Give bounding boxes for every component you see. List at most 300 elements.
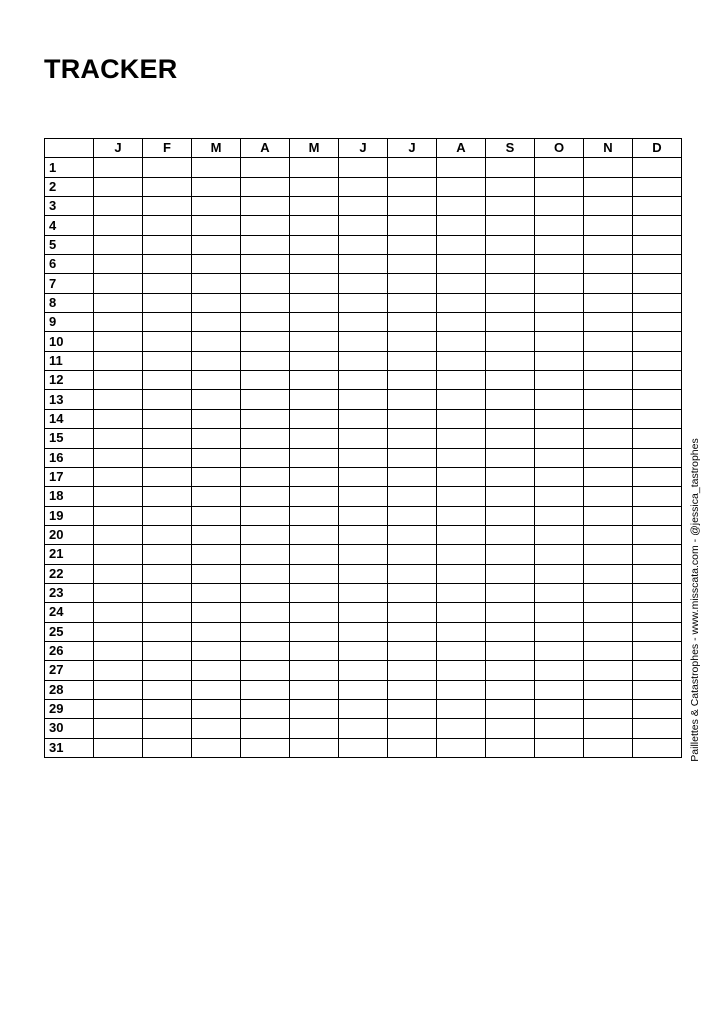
tracker-cell[interactable] xyxy=(339,158,388,177)
tracker-cell[interactable] xyxy=(241,409,290,428)
tracker-cell[interactable] xyxy=(388,564,437,583)
tracker-cell[interactable] xyxy=(535,313,584,332)
tracker-cell[interactable] xyxy=(584,216,633,235)
tracker-cell[interactable] xyxy=(388,661,437,680)
tracker-cell[interactable] xyxy=(584,699,633,718)
tracker-cell[interactable] xyxy=(143,293,192,312)
tracker-cell[interactable] xyxy=(633,583,682,602)
tracker-cell[interactable] xyxy=(241,699,290,718)
tracker-cell[interactable] xyxy=(143,506,192,525)
tracker-cell[interactable] xyxy=(339,641,388,660)
tracker-cell[interactable] xyxy=(486,583,535,602)
tracker-cell[interactable] xyxy=(94,255,143,274)
tracker-cell[interactable] xyxy=(633,274,682,293)
tracker-cell[interactable] xyxy=(290,564,339,583)
tracker-cell[interactable] xyxy=(241,429,290,448)
tracker-cell[interactable] xyxy=(535,641,584,660)
tracker-cell[interactable] xyxy=(388,197,437,216)
tracker-cell[interactable] xyxy=(535,274,584,293)
tracker-cell[interactable] xyxy=(241,661,290,680)
tracker-cell[interactable] xyxy=(437,235,486,254)
tracker-cell[interactable] xyxy=(388,177,437,196)
tracker-cell[interactable] xyxy=(290,680,339,699)
tracker-cell[interactable] xyxy=(535,158,584,177)
tracker-cell[interactable] xyxy=(143,197,192,216)
tracker-cell[interactable] xyxy=(339,429,388,448)
tracker-cell[interactable] xyxy=(241,545,290,564)
tracker-cell[interactable] xyxy=(486,603,535,622)
tracker-cell[interactable] xyxy=(388,583,437,602)
tracker-cell[interactable] xyxy=(486,332,535,351)
tracker-cell[interactable] xyxy=(535,467,584,486)
tracker-cell[interactable] xyxy=(241,274,290,293)
tracker-cell[interactable] xyxy=(633,177,682,196)
tracker-cell[interactable] xyxy=(486,467,535,486)
tracker-cell[interactable] xyxy=(535,564,584,583)
tracker-cell[interactable] xyxy=(192,448,241,467)
tracker-cell[interactable] xyxy=(290,525,339,544)
tracker-cell[interactable] xyxy=(192,525,241,544)
tracker-cell[interactable] xyxy=(339,409,388,428)
tracker-cell[interactable] xyxy=(486,738,535,757)
tracker-cell[interactable] xyxy=(192,177,241,196)
tracker-cell[interactable] xyxy=(437,719,486,738)
tracker-cell[interactable] xyxy=(486,216,535,235)
tracker-cell[interactable] xyxy=(94,371,143,390)
tracker-cell[interactable] xyxy=(94,216,143,235)
tracker-cell[interactable] xyxy=(290,738,339,757)
tracker-cell[interactable] xyxy=(290,487,339,506)
tracker-cell[interactable] xyxy=(339,371,388,390)
tracker-cell[interactable] xyxy=(290,371,339,390)
tracker-cell[interactable] xyxy=(633,603,682,622)
tracker-cell[interactable] xyxy=(486,661,535,680)
tracker-cell[interactable] xyxy=(584,680,633,699)
tracker-cell[interactable] xyxy=(633,622,682,641)
tracker-cell[interactable] xyxy=(241,371,290,390)
tracker-cell[interactable] xyxy=(633,429,682,448)
tracker-cell[interactable] xyxy=(290,274,339,293)
tracker-cell[interactable] xyxy=(486,197,535,216)
tracker-cell[interactable] xyxy=(584,661,633,680)
tracker-cell[interactable] xyxy=(535,293,584,312)
tracker-cell[interactable] xyxy=(535,738,584,757)
tracker-cell[interactable] xyxy=(535,545,584,564)
tracker-cell[interactable] xyxy=(143,409,192,428)
tracker-cell[interactable] xyxy=(437,680,486,699)
tracker-cell[interactable] xyxy=(241,216,290,235)
tracker-cell[interactable] xyxy=(584,177,633,196)
tracker-cell[interactable] xyxy=(437,545,486,564)
tracker-cell[interactable] xyxy=(143,158,192,177)
tracker-cell[interactable] xyxy=(388,719,437,738)
tracker-cell[interactable] xyxy=(437,738,486,757)
tracker-cell[interactable] xyxy=(290,158,339,177)
tracker-cell[interactable] xyxy=(388,274,437,293)
tracker-cell[interactable] xyxy=(584,738,633,757)
tracker-cell[interactable] xyxy=(94,390,143,409)
tracker-cell[interactable] xyxy=(388,158,437,177)
tracker-cell[interactable] xyxy=(143,371,192,390)
tracker-cell[interactable] xyxy=(192,274,241,293)
tracker-cell[interactable] xyxy=(535,255,584,274)
tracker-cell[interactable] xyxy=(437,371,486,390)
tracker-cell[interactable] xyxy=(584,506,633,525)
tracker-cell[interactable] xyxy=(388,313,437,332)
tracker-cell[interactable] xyxy=(192,699,241,718)
tracker-cell[interactable] xyxy=(633,409,682,428)
tracker-cell[interactable] xyxy=(584,448,633,467)
tracker-cell[interactable] xyxy=(437,622,486,641)
tracker-cell[interactable] xyxy=(339,293,388,312)
tracker-cell[interactable] xyxy=(486,371,535,390)
tracker-cell[interactable] xyxy=(192,216,241,235)
tracker-cell[interactable] xyxy=(290,699,339,718)
tracker-cell[interactable] xyxy=(486,487,535,506)
tracker-cell[interactable] xyxy=(143,564,192,583)
tracker-cell[interactable] xyxy=(241,158,290,177)
tracker-cell[interactable] xyxy=(388,235,437,254)
tracker-cell[interactable] xyxy=(143,332,192,351)
tracker-cell[interactable] xyxy=(94,313,143,332)
tracker-cell[interactable] xyxy=(339,487,388,506)
tracker-cell[interactable] xyxy=(388,448,437,467)
tracker-cell[interactable] xyxy=(437,429,486,448)
tracker-cell[interactable] xyxy=(94,525,143,544)
tracker-cell[interactable] xyxy=(486,313,535,332)
tracker-cell[interactable] xyxy=(192,564,241,583)
tracker-cell[interactable] xyxy=(437,313,486,332)
tracker-cell[interactable] xyxy=(290,467,339,486)
tracker-cell[interactable] xyxy=(388,467,437,486)
tracker-cell[interactable] xyxy=(290,583,339,602)
tracker-cell[interactable] xyxy=(339,738,388,757)
tracker-cell[interactable] xyxy=(94,738,143,757)
tracker-cell[interactable] xyxy=(339,216,388,235)
tracker-cell[interactable] xyxy=(535,351,584,370)
tracker-cell[interactable] xyxy=(339,332,388,351)
tracker-cell[interactable] xyxy=(290,719,339,738)
tracker-cell[interactable] xyxy=(192,467,241,486)
tracker-cell[interactable] xyxy=(143,699,192,718)
tracker-cell[interactable] xyxy=(339,719,388,738)
tracker-cell[interactable] xyxy=(192,583,241,602)
tracker-cell[interactable] xyxy=(241,255,290,274)
tracker-cell[interactable] xyxy=(192,622,241,641)
tracker-cell[interactable] xyxy=(535,699,584,718)
tracker-cell[interactable] xyxy=(584,467,633,486)
tracker-cell[interactable] xyxy=(584,487,633,506)
tracker-cell[interactable] xyxy=(388,506,437,525)
tracker-cell[interactable] xyxy=(192,409,241,428)
tracker-cell[interactable] xyxy=(94,583,143,602)
tracker-cell[interactable] xyxy=(437,661,486,680)
tracker-cell[interactable] xyxy=(192,641,241,660)
tracker-cell[interactable] xyxy=(143,487,192,506)
tracker-cell[interactable] xyxy=(633,738,682,757)
tracker-cell[interactable] xyxy=(339,545,388,564)
tracker-cell[interactable] xyxy=(241,738,290,757)
tracker-cell[interactable] xyxy=(437,177,486,196)
tracker-cell[interactable] xyxy=(143,235,192,254)
tracker-cell[interactable] xyxy=(192,738,241,757)
tracker-cell[interactable] xyxy=(339,661,388,680)
tracker-cell[interactable] xyxy=(94,429,143,448)
tracker-cell[interactable] xyxy=(535,661,584,680)
tracker-cell[interactable] xyxy=(94,641,143,660)
tracker-cell[interactable] xyxy=(94,332,143,351)
tracker-cell[interactable] xyxy=(388,525,437,544)
tracker-cell[interactable] xyxy=(241,506,290,525)
tracker-cell[interactable] xyxy=(388,371,437,390)
tracker-cell[interactable] xyxy=(94,293,143,312)
tracker-cell[interactable] xyxy=(339,699,388,718)
tracker-cell[interactable] xyxy=(535,216,584,235)
tracker-cell[interactable] xyxy=(143,351,192,370)
tracker-cell[interactable] xyxy=(633,545,682,564)
tracker-cell[interactable] xyxy=(339,467,388,486)
tracker-cell[interactable] xyxy=(339,622,388,641)
tracker-cell[interactable] xyxy=(143,680,192,699)
tracker-cell[interactable] xyxy=(584,545,633,564)
tracker-cell[interactable] xyxy=(633,255,682,274)
tracker-cell[interactable] xyxy=(388,216,437,235)
tracker-cell[interactable] xyxy=(584,351,633,370)
tracker-cell[interactable] xyxy=(437,293,486,312)
tracker-cell[interactable] xyxy=(633,506,682,525)
tracker-cell[interactable] xyxy=(535,448,584,467)
tracker-cell[interactable] xyxy=(241,235,290,254)
tracker-cell[interactable] xyxy=(339,235,388,254)
tracker-cell[interactable] xyxy=(94,564,143,583)
tracker-cell[interactable] xyxy=(486,274,535,293)
tracker-cell[interactable] xyxy=(192,235,241,254)
tracker-cell[interactable] xyxy=(143,622,192,641)
tracker-cell[interactable] xyxy=(94,487,143,506)
tracker-cell[interactable] xyxy=(535,371,584,390)
tracker-cell[interactable] xyxy=(339,525,388,544)
tracker-cell[interactable] xyxy=(437,699,486,718)
tracker-cell[interactable] xyxy=(241,719,290,738)
tracker-cell[interactable] xyxy=(633,680,682,699)
tracker-cell[interactable] xyxy=(535,506,584,525)
tracker-cell[interactable] xyxy=(339,583,388,602)
tracker-cell[interactable] xyxy=(192,255,241,274)
tracker-cell[interactable] xyxy=(535,409,584,428)
tracker-cell[interactable] xyxy=(290,235,339,254)
tracker-cell[interactable] xyxy=(290,293,339,312)
tracker-cell[interactable] xyxy=(241,197,290,216)
tracker-cell[interactable] xyxy=(437,390,486,409)
tracker-cell[interactable] xyxy=(437,467,486,486)
tracker-cell[interactable] xyxy=(143,255,192,274)
tracker-cell[interactable] xyxy=(486,409,535,428)
tracker-cell[interactable] xyxy=(241,564,290,583)
tracker-cell[interactable] xyxy=(388,738,437,757)
tracker-cell[interactable] xyxy=(633,371,682,390)
tracker-cell[interactable] xyxy=(486,525,535,544)
tracker-cell[interactable] xyxy=(94,235,143,254)
tracker-cell[interactable] xyxy=(192,487,241,506)
tracker-cell[interactable] xyxy=(633,332,682,351)
tracker-cell[interactable] xyxy=(633,487,682,506)
tracker-cell[interactable] xyxy=(94,622,143,641)
tracker-cell[interactable] xyxy=(94,506,143,525)
tracker-cell[interactable] xyxy=(143,583,192,602)
tracker-cell[interactable] xyxy=(535,680,584,699)
tracker-cell[interactable] xyxy=(486,641,535,660)
tracker-cell[interactable] xyxy=(633,390,682,409)
tracker-cell[interactable] xyxy=(94,409,143,428)
tracker-cell[interactable] xyxy=(486,255,535,274)
tracker-cell[interactable] xyxy=(633,467,682,486)
tracker-cell[interactable] xyxy=(143,641,192,660)
tracker-cell[interactable] xyxy=(143,274,192,293)
tracker-cell[interactable] xyxy=(339,351,388,370)
tracker-cell[interactable] xyxy=(241,603,290,622)
tracker-cell[interactable] xyxy=(388,680,437,699)
tracker-cell[interactable] xyxy=(437,448,486,467)
tracker-cell[interactable] xyxy=(633,351,682,370)
tracker-cell[interactable] xyxy=(94,448,143,467)
tracker-cell[interactable] xyxy=(143,525,192,544)
tracker-cell[interactable] xyxy=(584,390,633,409)
tracker-cell[interactable] xyxy=(192,429,241,448)
tracker-cell[interactable] xyxy=(241,680,290,699)
tracker-cell[interactable] xyxy=(633,719,682,738)
tracker-cell[interactable] xyxy=(241,487,290,506)
tracker-cell[interactable] xyxy=(633,564,682,583)
tracker-cell[interactable] xyxy=(241,293,290,312)
tracker-cell[interactable] xyxy=(339,255,388,274)
tracker-cell[interactable] xyxy=(388,409,437,428)
tracker-cell[interactable] xyxy=(535,197,584,216)
tracker-cell[interactable] xyxy=(94,661,143,680)
tracker-cell[interactable] xyxy=(143,448,192,467)
tracker-cell[interactable] xyxy=(437,351,486,370)
tracker-cell[interactable] xyxy=(290,409,339,428)
tracker-cell[interactable] xyxy=(486,545,535,564)
tracker-cell[interactable] xyxy=(290,429,339,448)
tracker-cell[interactable] xyxy=(192,603,241,622)
tracker-cell[interactable] xyxy=(486,506,535,525)
tracker-cell[interactable] xyxy=(388,429,437,448)
tracker-cell[interactable] xyxy=(388,545,437,564)
tracker-cell[interactable] xyxy=(437,506,486,525)
tracker-cell[interactable] xyxy=(584,641,633,660)
tracker-cell[interactable] xyxy=(143,313,192,332)
tracker-cell[interactable] xyxy=(633,525,682,544)
tracker-cell[interactable] xyxy=(290,177,339,196)
tracker-cell[interactable] xyxy=(241,641,290,660)
tracker-cell[interactable] xyxy=(486,158,535,177)
tracker-cell[interactable] xyxy=(143,390,192,409)
tracker-cell[interactable] xyxy=(486,351,535,370)
tracker-cell[interactable] xyxy=(192,661,241,680)
tracker-cell[interactable] xyxy=(241,351,290,370)
tracker-cell[interactable] xyxy=(290,255,339,274)
tracker-cell[interactable] xyxy=(192,313,241,332)
tracker-cell[interactable] xyxy=(339,564,388,583)
tracker-cell[interactable] xyxy=(94,197,143,216)
tracker-cell[interactable] xyxy=(143,603,192,622)
tracker-cell[interactable] xyxy=(486,680,535,699)
tracker-cell[interactable] xyxy=(584,235,633,254)
tracker-cell[interactable] xyxy=(584,197,633,216)
tracker-cell[interactable] xyxy=(486,177,535,196)
tracker-cell[interactable] xyxy=(192,158,241,177)
tracker-cell[interactable] xyxy=(535,487,584,506)
tracker-cell[interactable] xyxy=(584,583,633,602)
tracker-cell[interactable] xyxy=(535,429,584,448)
tracker-cell[interactable] xyxy=(437,525,486,544)
tracker-cell[interactable] xyxy=(388,699,437,718)
tracker-cell[interactable] xyxy=(192,390,241,409)
tracker-cell[interactable] xyxy=(94,274,143,293)
tracker-cell[interactable] xyxy=(535,525,584,544)
tracker-cell[interactable] xyxy=(290,506,339,525)
tracker-cell[interactable] xyxy=(584,274,633,293)
tracker-cell[interactable] xyxy=(437,332,486,351)
tracker-cell[interactable] xyxy=(192,293,241,312)
tracker-cell[interactable] xyxy=(584,719,633,738)
tracker-cell[interactable] xyxy=(388,487,437,506)
tracker-cell[interactable] xyxy=(192,197,241,216)
tracker-cell[interactable] xyxy=(486,699,535,718)
tracker-cell[interactable] xyxy=(290,313,339,332)
tracker-cell[interactable] xyxy=(633,699,682,718)
tracker-cell[interactable] xyxy=(437,197,486,216)
tracker-cell[interactable] xyxy=(143,661,192,680)
tracker-cell[interactable] xyxy=(94,467,143,486)
tracker-cell[interactable] xyxy=(192,332,241,351)
tracker-cell[interactable] xyxy=(339,448,388,467)
tracker-cell[interactable] xyxy=(437,641,486,660)
tracker-cell[interactable] xyxy=(437,255,486,274)
tracker-cell[interactable] xyxy=(388,293,437,312)
tracker-cell[interactable] xyxy=(633,641,682,660)
tracker-cell[interactable] xyxy=(241,313,290,332)
tracker-cell[interactable] xyxy=(535,235,584,254)
tracker-cell[interactable] xyxy=(437,274,486,293)
tracker-cell[interactable] xyxy=(584,371,633,390)
tracker-cell[interactable] xyxy=(633,448,682,467)
tracker-cell[interactable] xyxy=(290,545,339,564)
tracker-cell[interactable] xyxy=(143,738,192,757)
tracker-cell[interactable] xyxy=(535,583,584,602)
tracker-cell[interactable] xyxy=(143,719,192,738)
tracker-cell[interactable] xyxy=(192,351,241,370)
tracker-cell[interactable] xyxy=(290,603,339,622)
tracker-cell[interactable] xyxy=(584,429,633,448)
tracker-cell[interactable] xyxy=(584,409,633,428)
tracker-cell[interactable] xyxy=(633,293,682,312)
tracker-cell[interactable] xyxy=(339,680,388,699)
tracker-cell[interactable] xyxy=(437,564,486,583)
tracker-cell[interactable] xyxy=(143,429,192,448)
tracker-cell[interactable] xyxy=(584,332,633,351)
tracker-cell[interactable] xyxy=(94,177,143,196)
tracker-cell[interactable] xyxy=(486,564,535,583)
tracker-cell[interactable] xyxy=(241,525,290,544)
tracker-cell[interactable] xyxy=(437,158,486,177)
tracker-cell[interactable] xyxy=(633,313,682,332)
tracker-cell[interactable] xyxy=(241,467,290,486)
tracker-cell[interactable] xyxy=(94,719,143,738)
tracker-cell[interactable] xyxy=(290,622,339,641)
tracker-cell[interactable] xyxy=(192,506,241,525)
tracker-cell[interactable] xyxy=(241,583,290,602)
